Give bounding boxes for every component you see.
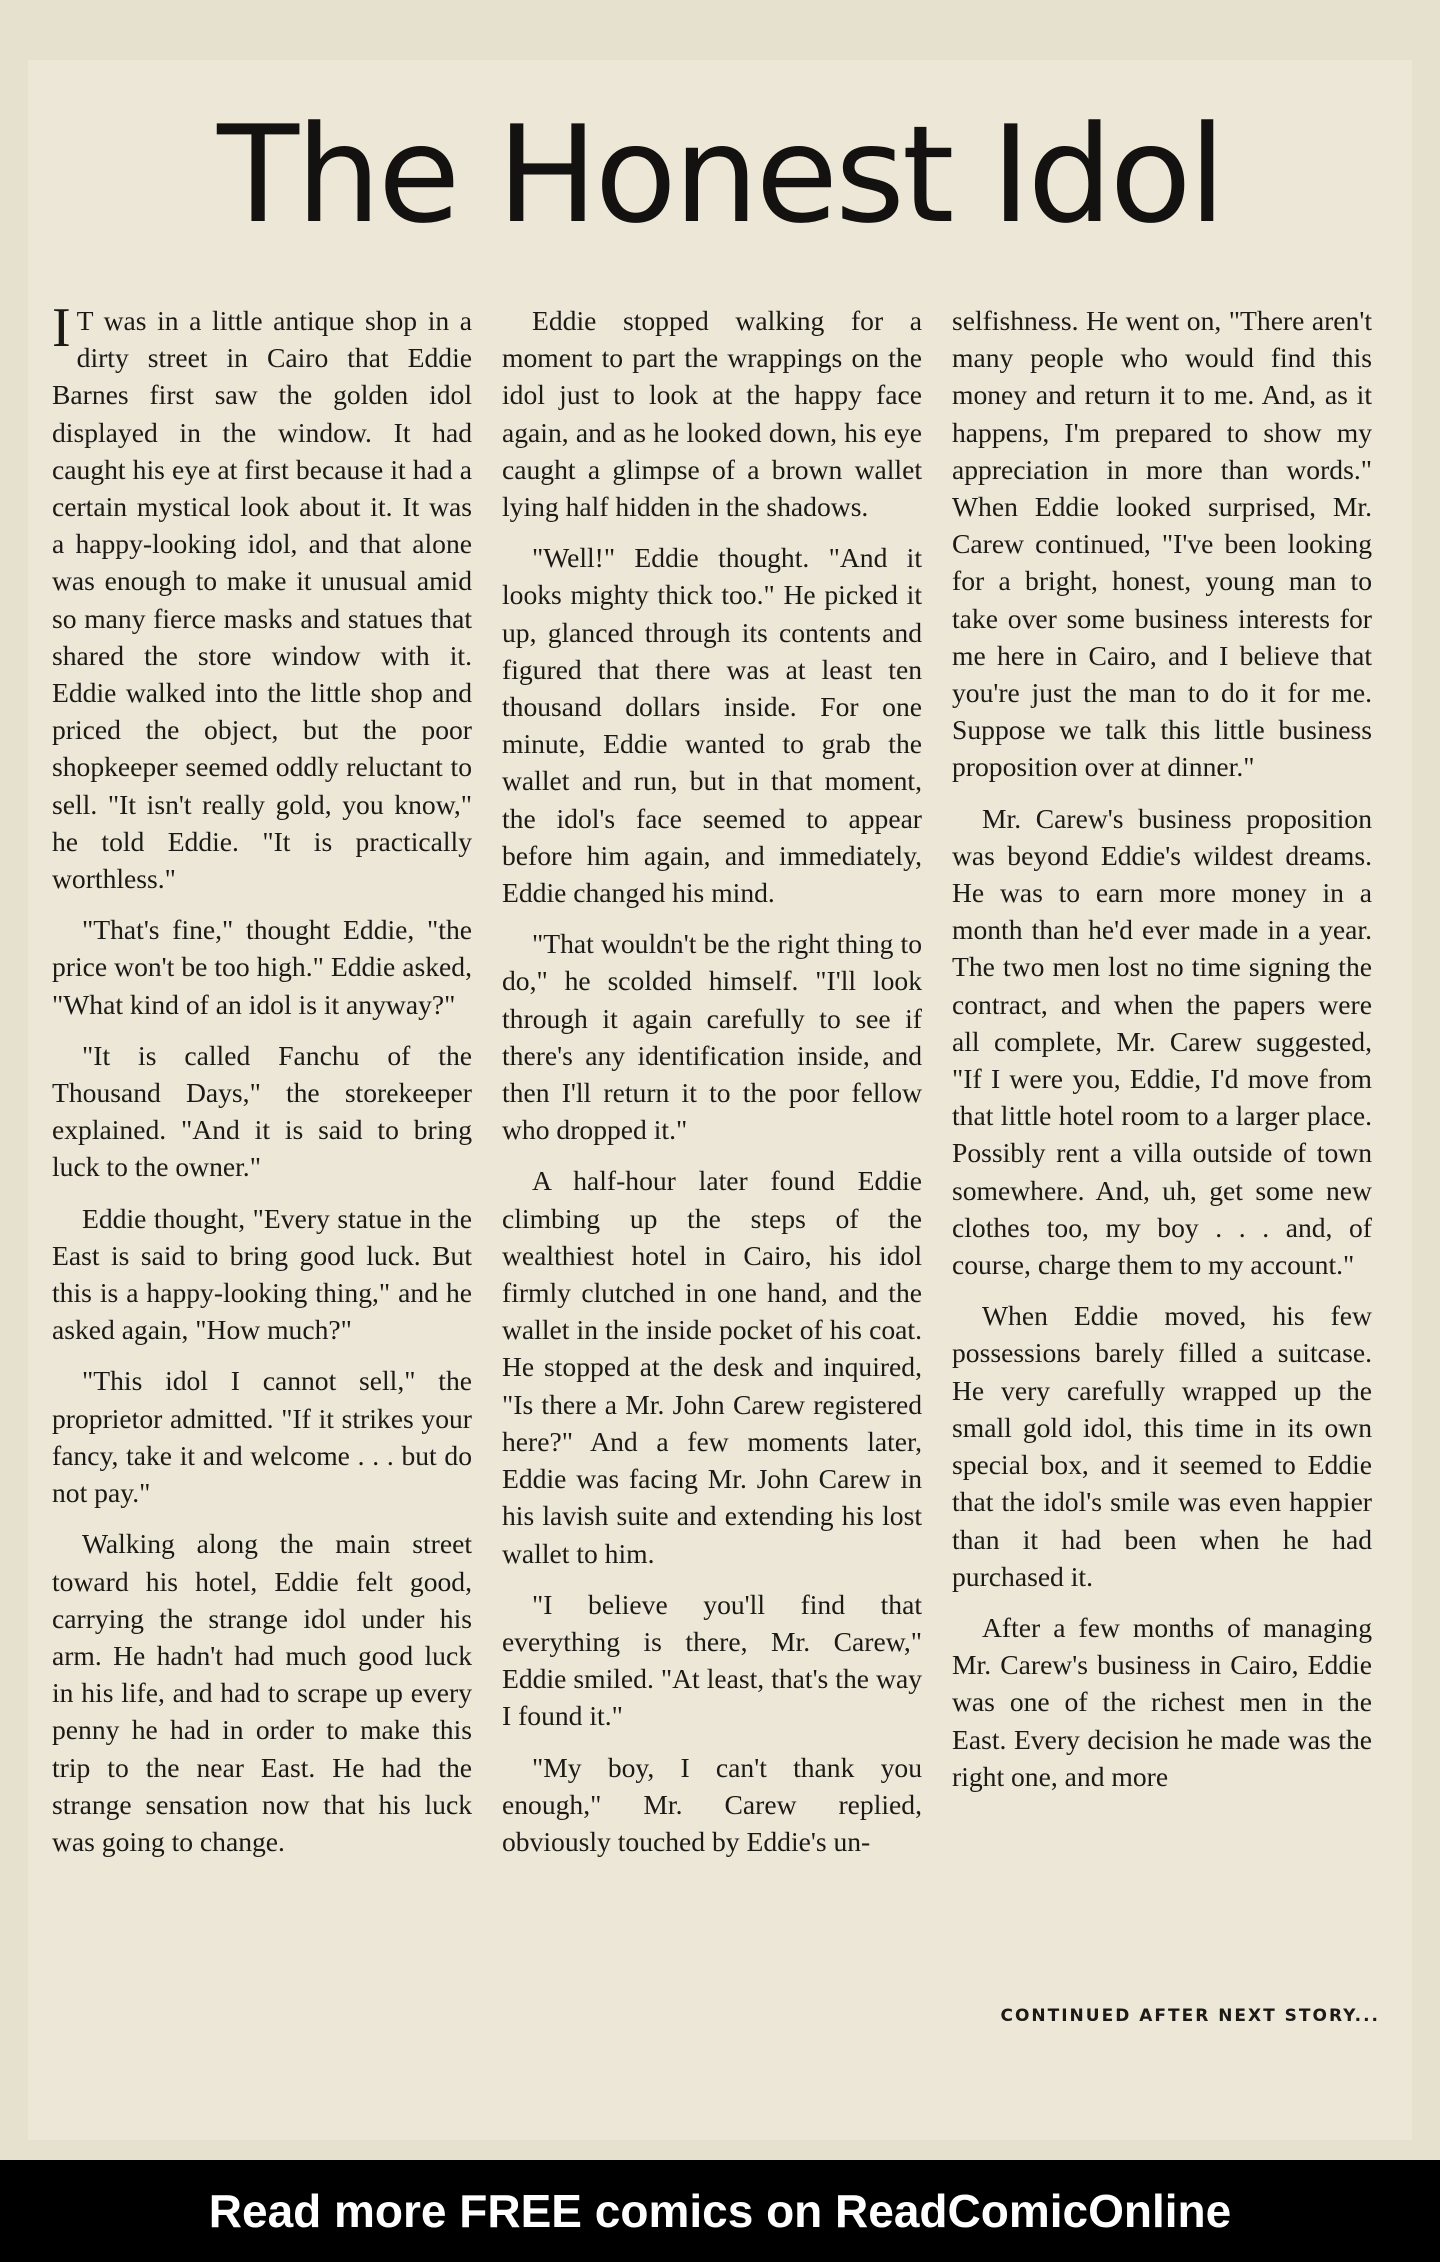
paragraph: When Eddie moved, his few possessions barely filled a suitcase. He very carefully wrapped up the small gold idol, this time in its own special box, and it seemed to Eddie that the idol's smile was even happier than it had been when he had purchased it.: [952, 1300, 1372, 1592]
story-title: The Honest Idol: [217, 97, 1223, 253]
text-column-1: [52, 297, 472, 1874]
paragraph-text: T was in a little antique shop in a dirty street in Cairo that Eddie Barnes first saw the golden idol displayed in the window. It had caught his eye at first because it had a certain mystical look about it. It was a happy-looking idol, and that alone was enough to make it unusual amid so many fierce masks and statues that shared the store window with it. Eddie walked into the little shop and priced the object, but the poor shopkeeper seemed oddly reluctant to sell. "It isn't really gold, you know," he told Eddie. "It is practically worthless.": [52, 305, 472, 895]
promo-banner-text[interactable]: Read more FREE comics on ReadComicOnline: [208, 2185, 1232, 2237]
paragraph: Walking along the main street toward his hotel, Eddie felt good, carrying the strange idol under his arm. He hadn't had much good luck in his life, and had to scrape up every penny he had in order to make this trip to the near East. He had the strange sensation now that his luck was going to change.: [52, 1528, 472, 1857]
paragraph: selfishness. He went on, "There aren't many people who would find this money and return it to me. And, as it happens, I'm prepared to show my appreciation in more than words." When Eddie looked surprised, Mr. Carew continued, "I've been looking for a bright, honest, young man to take over some business interests for me here in Cairo, and I believe that you're just the man to do it for me. Suppose we talk this little business proposition over at dinner.": [952, 305, 1372, 783]
continued-notice: CONTINUED AFTER NEXT STORY...: [1000, 2006, 1380, 2026]
text-column-2: [502, 302, 922, 1874]
text-column-3: [952, 302, 1372, 1809]
paragraph: Mr. Carew's business proposition was beyond Eddie's wildest dreams. He was to earn more money in a month than he'd ever made in a year. The two men lost no time signing the contract, and when the papers were all complete, Mr. Carew suggested, "If I were you, Eddie, I'd move from that little hotel room to a larger place. Possibly rent a villa outside of town somewhere. And, uh, get some new clothes too, my boy . . . and, of course, charge them to my account.": [952, 802, 1372, 1281]
paragraph: A half-hour later found Eddie climbing up the steps of the wealthiest hotel in Cairo, his idol firmly clutched in one hand, and the wallet in the inside pocket of his coat. He stopped at the desk and inquired, "Is there a Mr. John Carew registered here?" And a few moments later, Eddie was facing Mr. John Carew in his lavish suite and extending his lost wallet to him.: [502, 1165, 922, 1569]
paragraph: "Well!" Eddie thought. "And it looks mighty thick too." He picked it up, glanced through its contents and figured that there was at least ten thousand dollars inside. For one minute, Eddie wanted to grab the wallet and run, but in that moment, the idol's face seemed to appear before him again, and immediately, Eddie changed his mind.: [502, 542, 922, 909]
paragraph: [52, 297, 472, 897]
paragraph: "My boy, I can't thank you enough," Mr. Carew replied, obviously touched by Eddie's un-: [502, 1751, 922, 1857]
paragraph: "It is called Fanchu of the Thousand Days," the storekeeper explained. "And it is said to bring luck to the owner.": [52, 1039, 472, 1183]
paragraph: Eddie thought, "Every statue in the East is said to bring good luck. But this is a happy-looking thing," and he asked again, "How much?": [52, 1202, 472, 1346]
paragraph: "That wouldn't be the right thing to do," he scolded himself. "I'll look through it again carefully to see if there's any identification inside, and then I'll return it to the poor fellow who dropped it.": [502, 928, 922, 1146]
paragraph: Eddie stopped walking for a moment to part the wrappings on the idol just to look at the happy face again, and as he looked down, his eye caught a glimpse of a brown wallet lying half hidden in the shadows.: [502, 305, 922, 523]
paragraph: After a few months of managing Mr. Carew's business in Cairo, Eddie was one of the richest men in the East. Every decision he made was the right one, and more: [952, 1611, 1372, 1792]
drop-cap: I: [52, 297, 71, 359]
paragraph: "That's fine," thought Eddie, "the price won't be too high." Eddie asked, "What kind of an idol is it anyway?": [52, 914, 472, 1020]
paragraph: "This idol I cannot sell," the proprietor admitted. "If it strikes your fancy, take it and welcome . . . but do not pay.": [52, 1365, 472, 1509]
promo-banner[interactable]: [0, 2160, 1440, 2262]
paragraph: "I believe you'll find that everything is there, Mr. Carew," Eddie smiled. "At least, that's the way I found it.": [502, 1588, 922, 1732]
